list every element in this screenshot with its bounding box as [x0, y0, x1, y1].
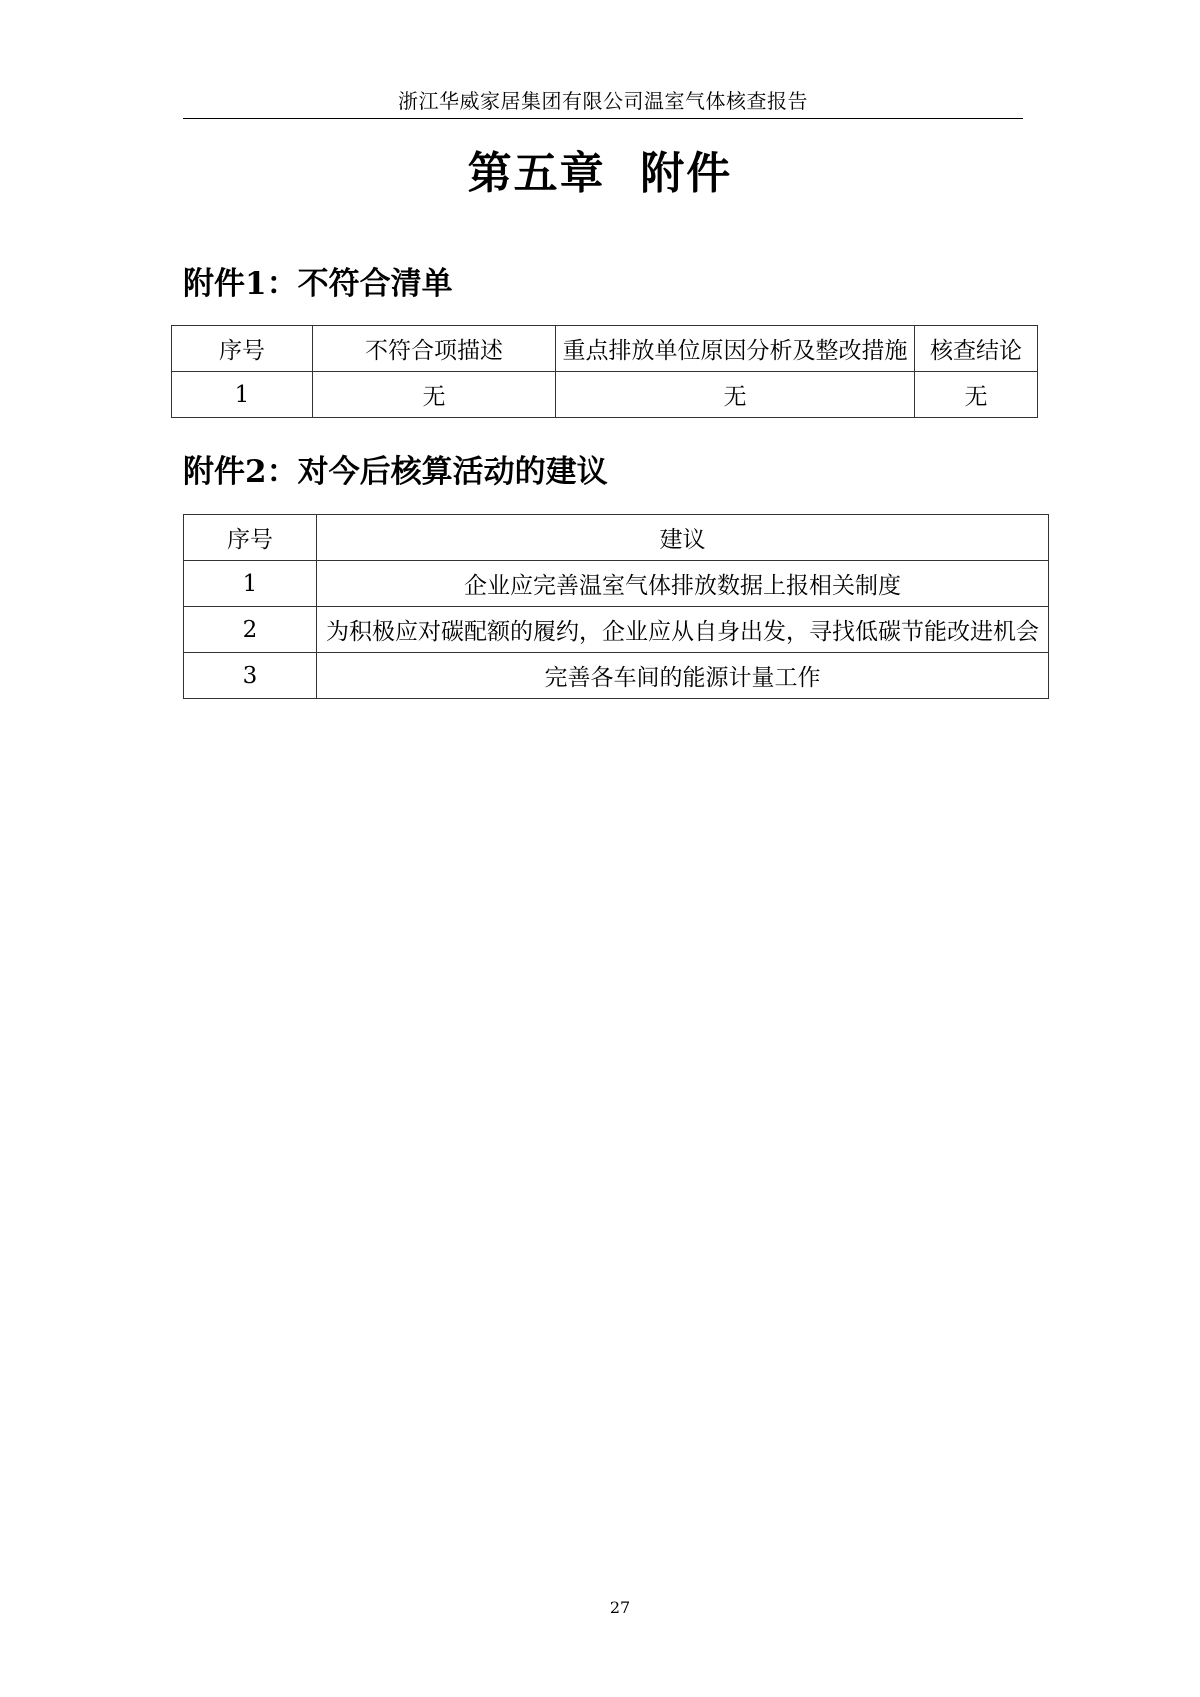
page-number: 27: [609, 1598, 631, 1617]
table-cell: 企业应完善温室气体排放数据上报相关制度: [317, 561, 1049, 607]
table-row: [184, 561, 1049, 607]
table-cell: 无: [556, 372, 915, 418]
running-header: [183, 86, 1023, 119]
table-row: [184, 607, 1049, 653]
table-row: [172, 372, 1038, 418]
nonconformity-table: [171, 325, 1038, 418]
table-header-row: [172, 326, 1038, 372]
column-header-conclusion: 核查结论: [915, 326, 1038, 372]
column-header-analysis: 重点排放单位原因分析及整改措施: [556, 326, 915, 372]
table-cell: 2: [184, 607, 317, 653]
table-cell: 无: [915, 372, 1038, 418]
column-header-suggestion: 建议: [317, 515, 1049, 561]
column-header-serial: 序号: [172, 326, 313, 372]
table-cell: 1: [184, 561, 317, 607]
running-header-title: 浙江华威家居集团有限公司温室气体核查报告: [398, 89, 808, 113]
attachment-2-heading: 附件2：对今后核算活动的建议: [183, 454, 608, 490]
table-cell: 为积极应对碳配额的履约，企业应从自身出发，寻找低碳节能改进机会: [317, 607, 1049, 653]
table-header-row: [184, 515, 1049, 561]
column-header-serial: 序号: [184, 515, 317, 561]
table-cell: 1: [172, 372, 313, 418]
attachment-1-heading: 附件1：不符合清单: [183, 266, 453, 302]
table-cell: 完善各车间的能源计量工作: [317, 653, 1049, 699]
table-cell: 3: [184, 653, 317, 699]
column-header-description: 不符合项描述: [313, 326, 556, 372]
chapter-title: 第五章 附件: [467, 148, 733, 199]
table-cell: 无: [313, 372, 556, 418]
table-row: [184, 653, 1049, 699]
suggestion-table: [183, 514, 1049, 699]
